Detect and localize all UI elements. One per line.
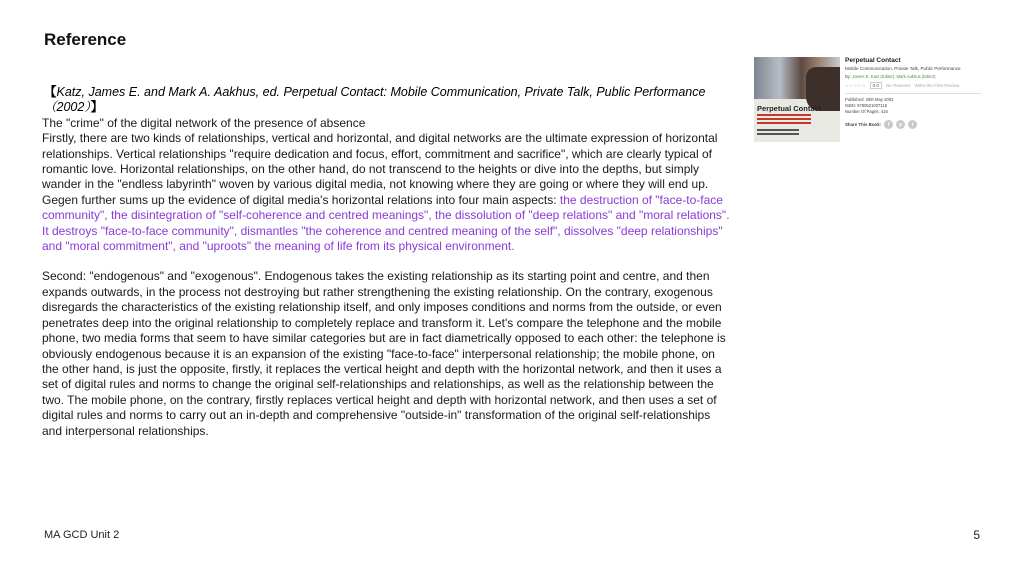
book-subtitle: Mobile Communication, Private Talk, Public Performance (845, 66, 961, 71)
book-title[interactable]: Perpetual Contact (845, 57, 901, 64)
star-rating-icon: ☆☆☆☆☆ (845, 82, 866, 88)
rating-row (845, 82, 985, 89)
divider (845, 93, 981, 94)
authors-link[interactable]: James E. Katz (Editor), Mark Aakhus (Editor) (852, 74, 936, 79)
paragraph-1-highlight: the destruction of "face-to-face community", the disintegration of "self-coherence and centred meanings", the dissolution of "deep relations" and "moral relations". It destroys "face-to-face community", dismantles "the coherence and centred meaning of the self", dissolves "deep relationships" and "moral commitment", and "uproots" the meaning of life from its physical environment. (42, 192, 730, 254)
reviews-count[interactable]: No Reviews (885, 83, 911, 88)
book-isbn: ISBN: 9780521007115 (845, 103, 888, 108)
book-published: Published: 25th May 2002 (845, 97, 894, 102)
slide-content (42, 85, 732, 439)
cover-editors-lines (757, 129, 799, 131)
citation-close-bracket: 】 (90, 100, 104, 115)
cover-title: Perpetual Contact (757, 104, 822, 113)
section-heading: The "crime" of the digital network of the presence of absence (42, 115, 366, 130)
cover-subtitle-lines (757, 114, 811, 116)
citation-text: Katz, James E. and Mark A. Aakhus, ed. Perpetual Contact: Mobile Communication, Private Talk, Public Performance （2002） (44, 85, 706, 115)
citation-open-bracket: 【 (44, 85, 57, 99)
book-cover-image[interactable] (754, 57, 840, 142)
rating-value: 0.0 (870, 82, 882, 89)
share-label: Share This Book: (845, 122, 882, 127)
book-pages: Number Of Pages: 416 (845, 109, 888, 114)
paragraph-1-text: Firstly, there are two kinds of relationships, vertical and horizontal, and digital networks are the ultimate expression of horizontal relationships. Vertical relationships "require dedication and focus, effort, commitment and sacrifice", which are clearly typical of romantic love. Horizontal relationships, on the other hand, do not transcend to the heights or dive into the depths, but simply wander in the "endless labyrinth" woven by various digital media, not knowing where they are going or where they will end up. Gegen further sums up the evidence of digital media's horizontal relations into four main aspects: (42, 131, 718, 207)
slide-title: Reference (44, 30, 127, 49)
paragraph-1 (42, 131, 732, 254)
by-label: By: (845, 74, 852, 79)
paragraph-gap (42, 254, 732, 269)
facebook-icon[interactable]: f (884, 120, 893, 129)
book-info (845, 57, 985, 129)
citation (44, 85, 732, 116)
share-row (845, 120, 985, 129)
book-authors (845, 74, 985, 79)
slide-footer: MA GCD Unit 2 (44, 529, 120, 541)
pinterest-icon[interactable]: p (896, 120, 905, 129)
write-review-link[interactable]: Write the First Review (914, 83, 960, 88)
book-card (754, 55, 984, 145)
twitter-icon[interactable]: t (908, 120, 917, 129)
paragraph-2: Second: "endogenous" and "exogenous". Endogenous takes the existing relationship as its starting point and centre, and then expands outwards, in the process not destroying but rather strengthening the existing relationship. On the contrary, exogenous disregards the characteristics of the existing relationship itself, and only imposes conditions and norms from the outside, or even penetrates deep into the original relationship to completely replace and transform it. Let's compare the telephone and the mobile phone, two media forms that seem to have similar categories but are in fact diametrically opposed to each other: the telephone is obviously endogenous because it is an expansion of the existing "face-to-face" interpersonal relationship; the mobile phone, on the other hand, is just the opposite, firstly, it replaces the vertical height and depth with the horizontal network, and then it uses a set of digital rules and norms to change the original self-relationships and relationships, as well as the relationship between the two. The mobile phone, on the contrary, firstly replaces vertical height and depth with horizontal network, and then uses a set of digital rules and norms to carry out an in-depth and comprehensive "outside-in" transformation of the original self-relationships and interpersonal relationships. (42, 269, 726, 438)
page-number: 5 (973, 528, 980, 542)
